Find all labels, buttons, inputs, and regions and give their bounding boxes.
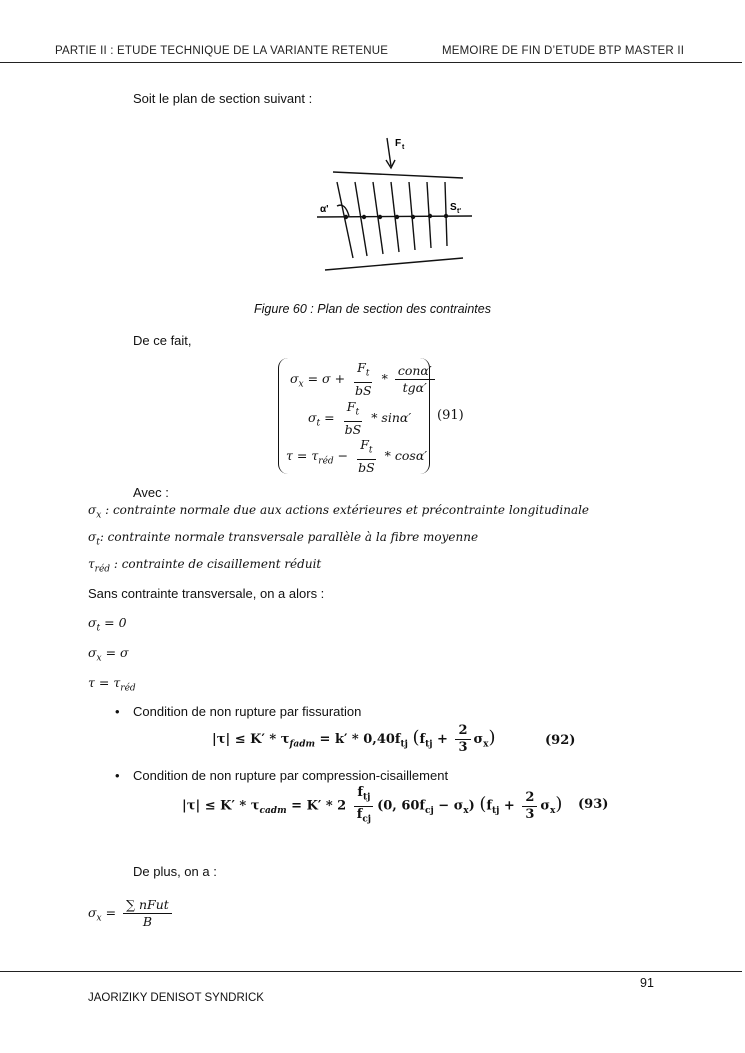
equation-number-91: (91): [437, 408, 464, 423]
definition-tau-red: $\tau_{réd}$ : contrainte de cisaillement réduit: [88, 557, 322, 575]
system-line-2: $\sigma_t$ = $\frac{F_t}{bS}$ * sinα′: [308, 399, 412, 437]
de-ce-fait: De ce fait,: [133, 333, 192, 348]
bullet-icon: •: [115, 704, 120, 719]
svg-text:t': t': [457, 208, 461, 215]
condition-compression: Condition de non rupture par compression-cisaillement: [133, 768, 449, 783]
equation-number-93: (93): [578, 797, 609, 812]
de-plus-text: De plus, on a :: [133, 864, 217, 879]
section-plan-figure: [315, 130, 475, 280]
definition-sigma-x: $\sigma_x$ : contrainte normale due aux actions extérieures et précontrainte longitudinale: [88, 503, 590, 521]
definition-sigma-t: $\sigma_t$: contrainte normale transversale parallèle à la fibre moyenne: [88, 530, 479, 548]
bullet-icon: •: [115, 768, 120, 783]
top-boundary-line: [333, 172, 463, 178]
equality-sigma-t: $\sigma_t = 0$: [88, 615, 127, 634]
system-line-3: $\tau = \tau_{réd}$ − $\frac{F_t}{bS}$ * cosα′: [286, 437, 428, 475]
avec-label: Avec :: [133, 485, 169, 500]
figure-caption: Figure 60 : Plan de section des contraintes: [254, 302, 491, 316]
footer-author: JAORIZIKY DENISOT SYNDRICK: [88, 992, 264, 1004]
condition-fissuration: Condition de non rupture par fissuration: [133, 704, 362, 719]
s-label: S: [450, 202, 457, 213]
header-left: PARTIE II : ETUDE TECHNIQUE DE LA VARIANTE RETENUE: [55, 45, 389, 57]
sans-text: Sans contrainte transversale, on a alors :: [88, 586, 325, 601]
intro-text: Soit le plan de section suivant :: [133, 91, 313, 106]
bottom-boundary-line: [325, 258, 463, 270]
footer-rule: [0, 971, 742, 972]
system-line-1: $\sigma_x = \sigma$ + $\frac{F_t}{bS}$ * $\frac{\text{conα′}}{\text{tgα′}}$: [290, 361, 438, 398]
page-number: 91: [640, 976, 654, 990]
alpha-label: α': [320, 204, 329, 215]
equation-number-92: (92): [545, 733, 576, 748]
final-equation: $\sigma_x$ = $\frac{\text{∑ nFut}}{B}$: [88, 898, 175, 929]
equality-sigma-x: $\sigma_x = \sigma$: [88, 645, 129, 664]
header-right: MEMOIRE DE FIN D’ETUDE BTP MASTER II: [442, 45, 685, 57]
header-rule: [0, 62, 742, 63]
equation-93: $|\tau| \le K' * \tau_{cadm} = K' * 2$ $\frac{f_{tj}}{f_{cj}}$ (0, $60f_{cj} - \sigma_x$) ($f_{tj}$ + $\frac{2}{3}$ $\sigma_x$): [182, 785, 563, 825]
equality-tau: $\tau = \tau_{réd}$: [88, 675, 136, 694]
force-label: F: [395, 138, 402, 149]
equation-92: $|\tau| \le K' * \tau_{fadm} = k' * 0,40f_{tj}$ ($f_{tj}$ + $\frac{2}{3}$ $\sigma_x$): [212, 723, 496, 755]
svg-text:t: t: [402, 144, 405, 151]
